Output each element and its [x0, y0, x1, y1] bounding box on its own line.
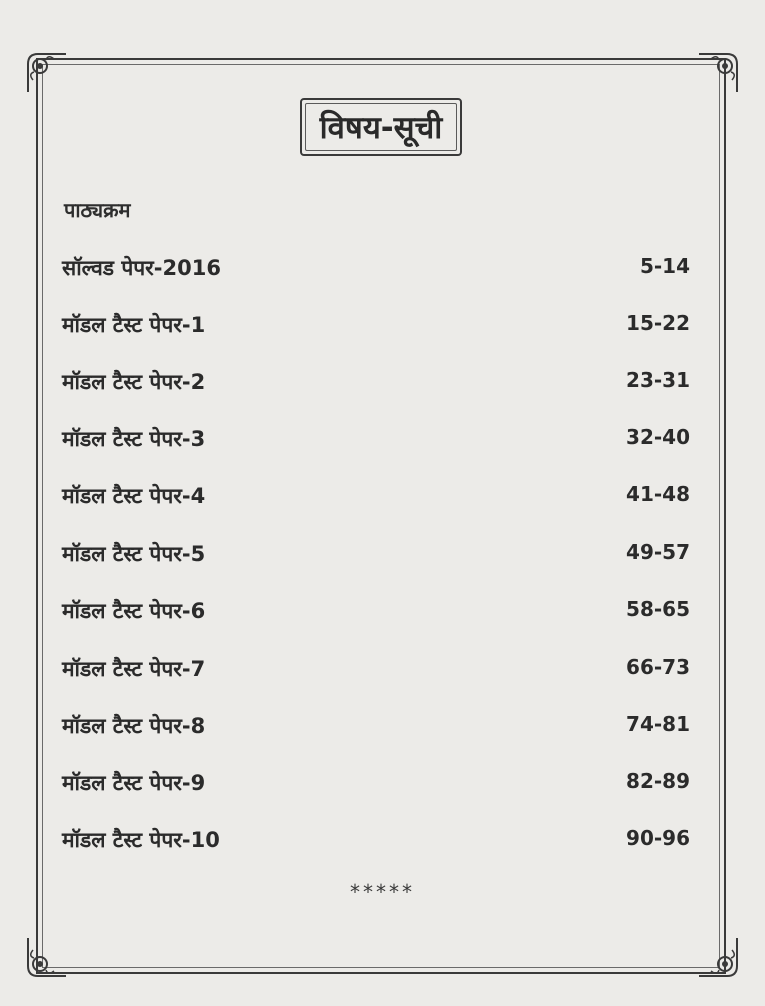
- toc-entry-pages: 41-48: [626, 482, 690, 506]
- toc-row: [62, 482, 690, 516]
- corner-ornament-icon: [24, 50, 70, 96]
- title-box: [300, 98, 462, 156]
- toc-row: [62, 655, 690, 689]
- toc-entry-label: मॉडल टैस्ट पेपर-1: [62, 313, 206, 337]
- toc-row: [62, 769, 690, 803]
- toc-entry-label: मॉडल टैस्ट पेपर-3: [62, 427, 206, 451]
- toc-entry-pages: 49-57: [626, 540, 690, 564]
- toc-row: [62, 826, 690, 860]
- toc-entry-label: सॉल्वड पेपर-2016: [62, 256, 221, 280]
- toc-entry-label: मॉडल टैस्ट पेपर-9: [62, 771, 206, 795]
- toc-row: [62, 311, 690, 345]
- column-header: पाठ्यक्रम: [64, 198, 131, 222]
- toc-row: [62, 425, 690, 459]
- toc-entry-pages: 82-89: [626, 769, 690, 793]
- toc-entry-pages: 66-73: [626, 655, 690, 679]
- toc-entry-pages: 74-81: [626, 712, 690, 736]
- toc-row: [62, 712, 690, 746]
- page-title: विषय-सूची: [319, 110, 443, 146]
- toc-row: [62, 368, 690, 402]
- toc-entry-pages: 5-14: [639, 254, 690, 278]
- toc-entry-label: मॉडल टैस्ट पेपर-8: [62, 714, 206, 738]
- toc-entry-pages: 32-40: [626, 425, 690, 449]
- toc-entry-label: मॉडल टैस्ट पेपर-6: [62, 599, 206, 623]
- toc-row: [62, 254, 690, 288]
- toc-entry-label: मॉडल टैस्ट पेपर-7: [62, 657, 206, 681]
- corner-ornament-icon: [695, 50, 741, 96]
- toc-entry-label: मॉडल टैस्ट पेपर-10: [62, 828, 220, 852]
- toc-entry-pages: 90-96: [626, 826, 690, 850]
- corner-ornament-icon: [24, 934, 70, 980]
- toc-entry-pages: 23-31: [626, 368, 690, 392]
- end-of-list-marker: *****: [350, 880, 415, 904]
- toc-entry-label: मॉडल टैस्ट पेपर-5: [62, 542, 206, 566]
- toc-row: [62, 540, 690, 574]
- toc-entry-pages: 58-65: [626, 597, 690, 621]
- corner-ornament-icon: [695, 934, 741, 980]
- toc-entry-label: मॉडल टैस्ट पेपर-2: [62, 370, 206, 394]
- toc-entry-label: मॉडल टैस्ट पेपर-4: [62, 484, 206, 508]
- toc-row: [62, 597, 690, 631]
- toc-entry-pages: 15-22: [626, 311, 690, 335]
